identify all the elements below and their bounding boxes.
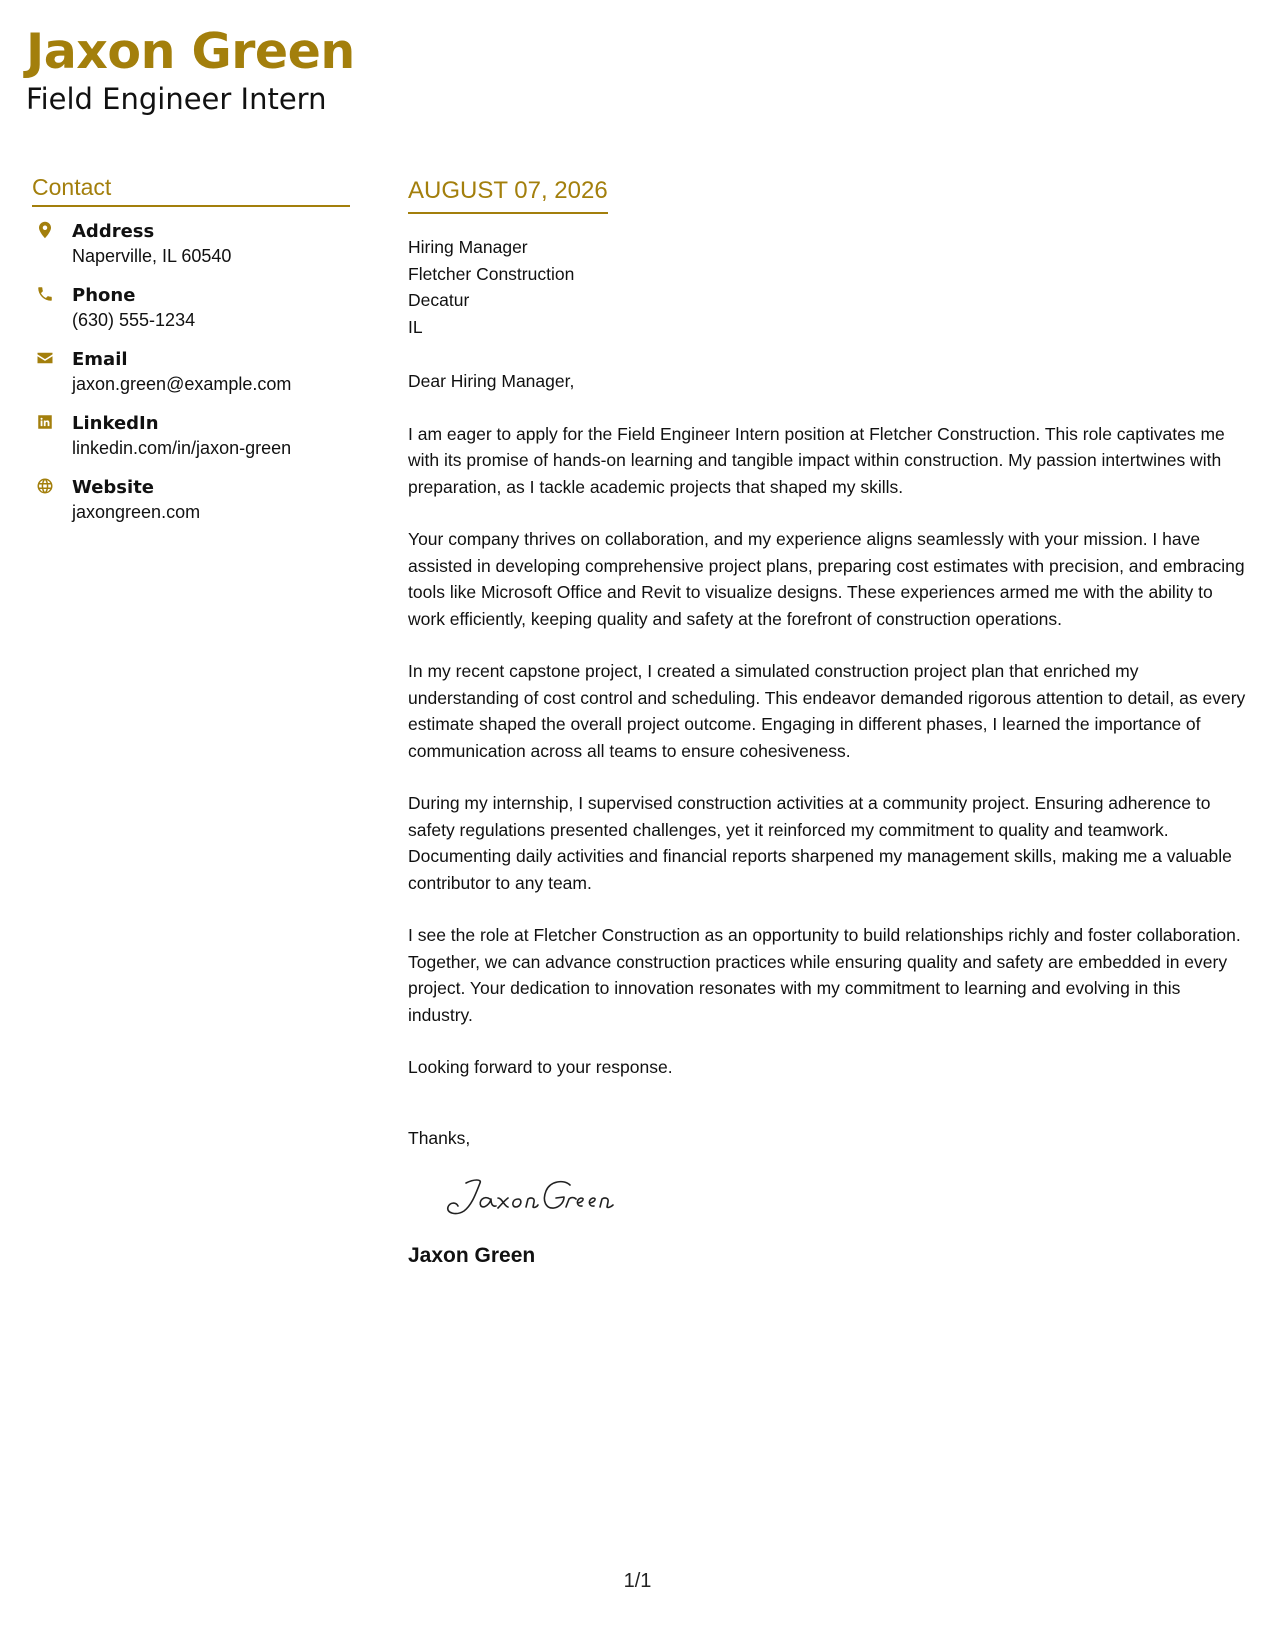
recipient-line: IL: [408, 316, 423, 337]
closing-line: Looking forward to your response.: [408, 1057, 673, 1077]
contact-label: Address: [72, 221, 155, 242]
contact-item-email: [32, 347, 350, 397]
contact-item-phone: [32, 283, 350, 333]
page-number: 1/1: [623, 1570, 652, 1592]
contact-label: Website: [72, 477, 155, 498]
body-paragraph: I see the role at Fletcher Construction as an opportunity to build relationships richly and foster collaboration. Together, we can advance construction practices while ensuring quality and safety are embedded in every project. Your dedication to innovation resonates with my commitment to learning and evolving in this industry.: [408, 925, 1241, 1025]
applicant-name: Jaxon Green: [26, 23, 355, 80]
phone-icon: [32, 283, 72, 305]
letter-header: [26, 20, 355, 118]
recipient-line: Hiring Manager: [408, 237, 528, 257]
contact-value[interactable]: jaxongreen.com: [72, 502, 201, 522]
body-paragraph: I am eager to apply for the Field Engineer Intern position at Fletcher Construction. This role captivates me with its promise of hands-on learning and tangible impact within construction. My passion intertwines with preparation, as I tackle academic projects that shaped my skills.: [408, 423, 1225, 497]
contact-label: Phone: [72, 285, 136, 306]
contact-heading: Contact: [32, 174, 350, 207]
letter-date: AUGUST 07, 2026: [408, 176, 608, 214]
envelope-icon: [32, 347, 72, 369]
contact-label: Email: [72, 349, 128, 370]
contact-value[interactable]: linkedin.com/in/jaxon-green: [72, 438, 292, 458]
recipient-line: Decatur: [408, 290, 470, 310]
contact-label: LinkedIn: [72, 413, 159, 434]
contact-value: (630) 555-1234: [72, 310, 196, 330]
globe-icon: [32, 475, 72, 497]
body-paragraph: In my recent capstone project, I created a simulated construction project plan that enriched my understanding of cost control and scheduling. This endeavor demanded rigorous attention to detail, as every estimate shaped the overall project outcome. Engaging in different phases, I learned the importance of communication across all teams to ensure cohesiveness.: [408, 661, 1246, 761]
contact-sidebar: [32, 174, 350, 539]
contact-value[interactable]: jaxon.green@example.com: [72, 374, 292, 394]
contact-item-address: [32, 219, 350, 269]
contact-item-linkedin: [32, 411, 350, 461]
linkedin-icon: [32, 411, 72, 433]
salutation: Dear Hiring Manager,: [408, 371, 575, 391]
signoff: Thanks,: [408, 1127, 471, 1148]
signature-drawing: [438, 1171, 638, 1221]
map-pin-icon: [32, 219, 72, 241]
contact-item-website: [32, 475, 350, 525]
recipient-line: Fletcher Construction: [408, 263, 575, 284]
body-paragraph: Your company thrives on collaboration, and my experience aligns seamlessly with your mission. I have assisted in developing comprehensive project plans, preparing cost estimates with precision, and embracing tools like Microsoft Office and Revit to visualize designs. These experiences armed me with the ability to work efficiently, keeping quality and safety at the forefront of construction operations.: [408, 529, 1245, 629]
body-paragraph: During my internship, I supervised construction activities at a community project. Ensuring adherence to safety regulations presented challenges, yet it reinforced my commitment to quality and teamwork. Documenting daily activities and financial reports sharpened my management skills, making me a valuable contributor to any team.: [408, 793, 1232, 893]
contact-value: Naperville, IL 60540: [72, 246, 232, 266]
letter-body: [408, 176, 1248, 1270]
contact-list: [32, 219, 350, 525]
signed-name: Jaxon Green: [408, 1244, 536, 1267]
applicant-title: Field Engineer Intern: [26, 82, 327, 116]
recipient-block: [408, 234, 1248, 340]
handwritten-signature: [438, 1171, 638, 1221]
